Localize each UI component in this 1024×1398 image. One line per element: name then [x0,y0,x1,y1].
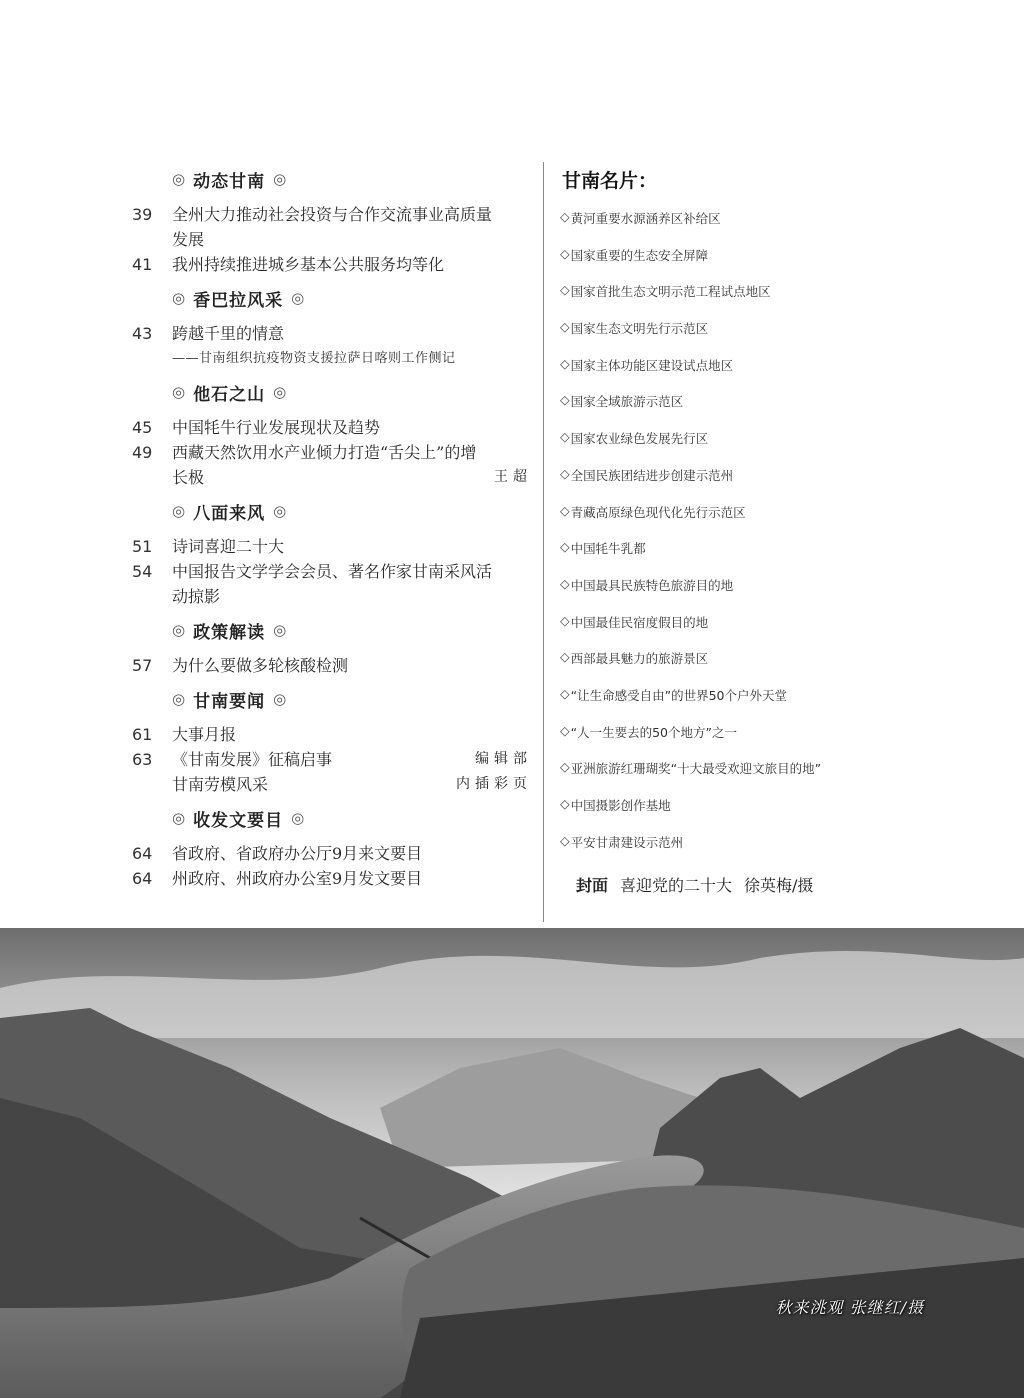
entry-title: 发展 [172,230,205,249]
toc-entry[interactable] [132,653,532,678]
circle-mark-icon: ◎ [172,383,186,401]
section-heading [172,803,532,833]
section-heading [172,283,532,313]
entry-line [172,866,532,891]
entry-line [172,653,532,678]
circle-mark-icon: ◎ [172,502,186,520]
name-card-item [560,246,1000,283]
entry-title: 诗词喜迎二十大 [172,537,285,556]
entry-line [172,534,532,559]
page-number [132,772,172,797]
page-number: 64 [132,844,153,863]
name-card-item-text: 国家农业绿色发展先行区 [570,431,709,447]
name-card-item-text: 国家重要的生态安全屏障 [570,247,709,263]
diamond-icon: ◇ [560,685,570,701]
entry-line [172,559,532,584]
section-title: 八面来风 [193,503,266,524]
toc-entry[interactable] [132,722,532,747]
entry-body [172,722,532,747]
entry-line [172,440,532,465]
circle-mark-icon: ◎ [273,383,287,401]
entry-line [172,321,532,346]
entry-author: 内插彩页 [456,776,532,792]
page-number: 54 [132,562,153,581]
entry-line [172,252,532,277]
diamond-icon: ◇ [560,759,570,775]
page-number: 61 [132,725,153,744]
entry-body [172,841,532,866]
entry-line [172,465,532,490]
name-card-item [560,613,1000,650]
diamond-icon: ◇ [560,355,570,371]
toc-entry[interactable] [132,321,532,371]
page-number: 41 [132,255,153,274]
entry-body [172,866,532,891]
page-number: 64 [132,869,153,888]
toc-entry[interactable] [132,747,532,772]
entry-body [172,440,532,490]
toc-entry[interactable] [132,415,532,440]
name-card-item-text: 国家主体功能区建设试点地区 [570,357,734,373]
entry-line [172,584,532,609]
entry-title: 长极 [172,468,205,487]
circle-mark-icon: ◎ [291,809,305,827]
diamond-icon: ◇ [560,649,570,665]
entry-subtitle: ——甘南组织抗疫物资支援拉萨日喀则工作侧记 [172,351,456,366]
section-heading [172,164,532,194]
diamond-icon: ◇ [560,392,570,408]
circle-mark-icon: ◎ [273,621,287,639]
name-card-item-text: 中国最佳民宿度假目的地 [570,614,709,630]
name-card-list [560,209,1000,869]
name-card-item [560,356,1000,393]
name-card-item [560,319,1000,356]
circle-mark-icon: ◎ [273,502,287,520]
entry-body [172,252,532,277]
entry-body [172,534,532,559]
section-title: 他石之山 [193,384,266,405]
entry-line [172,227,532,252]
name-card-item [560,539,1000,576]
circle-mark-icon: ◎ [273,690,287,708]
name-card-item-text: 国家首批生态文明示范工程试点地区 [570,284,771,300]
toc-entry[interactable] [132,841,532,866]
page-number: 49 [132,443,153,462]
entry-title: 州政府、州政府办公室9月发文要目 [172,869,423,888]
entry-body [172,747,532,772]
cover-title: 喜迎党的二十大 [620,876,733,896]
diamond-icon: ◇ [560,612,570,628]
section-title: 甘南要闻 [193,691,266,712]
landscape-photo [0,928,1024,1398]
entry-title: 为什么要做多轮核酸检测 [172,656,349,675]
circle-mark-icon: ◎ [172,170,186,188]
entry-line [172,841,532,866]
page-number: 51 [132,537,153,556]
diamond-icon: ◇ [560,245,570,261]
name-card-item-text: 国家生态文明先行示范区 [570,321,709,337]
name-card-item-text: “人一生要去的50个地方”之一 [570,724,737,740]
entry-body [172,415,532,440]
name-card-item-text: 全国民族团结进步创建示范州 [570,467,734,483]
table-of-contents [132,158,532,891]
section-title: 动态甘南 [193,171,266,192]
circle-mark-icon: ◎ [172,621,186,639]
name-card-item [560,759,1000,796]
diamond-icon: ◇ [560,575,570,591]
entry-author: 编辑部 [475,751,532,767]
entry-title: 中国报告文学学会会员、著名作家甘南采风活 [172,562,493,581]
diamond-icon: ◇ [560,722,570,738]
toc-entry[interactable] [132,559,532,609]
name-card-item [560,392,1000,429]
toc-entry[interactable] [132,252,532,277]
name-card-item-text: 中国牦牛乳都 [570,541,646,557]
page-number: 57 [132,656,153,675]
entry-line [172,747,532,772]
section-heading [172,496,532,526]
entry-body [172,772,532,797]
name-card-item [560,649,1000,686]
name-card-item [560,686,1000,723]
section-title: 香巴拉风采 [193,290,284,311]
page-number: 43 [132,324,153,343]
diamond-icon: ◇ [560,209,570,224]
entry-title: 甘南劳模风采 [172,775,269,794]
name-card-item-text: 国家全域旅游示范区 [570,394,684,410]
entry-body [172,321,532,371]
name-card-item-text: 亚洲旅游红珊瑚奖“十大最受欢迎文旅目的地” [570,761,822,777]
photo-caption: 秋来洮观 张继红/摄 [775,1298,924,1317]
entry-title: 中国牦牛行业发展现状及趋势 [172,418,381,437]
entry-title: 动掠影 [172,587,221,606]
entry-title: 全州大力推动社会投资与合作交流事业高质量 [172,205,493,224]
name-card-item [560,796,1000,833]
toc-entry[interactable] [132,534,532,559]
column-divider [543,162,544,922]
circle-mark-icon: ◎ [172,289,186,307]
circle-mark-icon: ◎ [273,170,287,188]
diamond-icon: ◇ [560,832,570,848]
cover-caption [576,873,1000,896]
diamond-icon: ◇ [560,319,570,335]
page-number: 45 [132,418,153,437]
entry-body [172,559,532,609]
entry-author: 王超 [494,469,532,485]
diamond-icon: ◇ [560,539,570,555]
section-title: 政策解读 [193,622,266,643]
entry-title: 《甘南发展》征稿启事 [172,750,333,769]
diamond-icon: ◇ [560,429,570,445]
name-card-item-text: 中国最具民族特色旅游目的地 [570,577,734,593]
entry-line [172,722,532,747]
toc-entry[interactable] [132,866,532,891]
name-card-item [560,723,1000,760]
name-card-item [560,429,1000,466]
cover-credit: 徐英梅/摄 [744,876,814,896]
diamond-icon: ◇ [560,282,570,298]
page-number: 39 [132,205,153,224]
entry-title: 西藏天然饮用水产业倾力打造“舌尖上”的增 [172,443,477,462]
section-title: 收发文要目 [193,810,284,831]
entry-line [172,202,532,227]
cover-label: 封面 [576,876,609,896]
section-heading [172,684,532,714]
name-card-item-text: 青藏高原绿色现代化先行示范区 [570,504,746,520]
name-card-item [560,466,1000,503]
name-card-item [560,833,1000,870]
name-card-item-text: 中国摄影创作基地 [570,798,671,813]
entry-line [172,415,532,440]
page-number: 63 [132,750,153,769]
entry-title: 省政府、省政府办公厅9月来文要目 [172,844,423,863]
name-card-item [560,209,1000,246]
section-heading [172,615,532,645]
name-card-item-text: 平安甘肃建设示范州 [570,834,684,850]
diamond-icon: ◇ [560,465,570,481]
toc-entry[interactable] [132,772,532,797]
gannan-name-card [560,162,1000,896]
name-card-item [560,576,1000,613]
toc-entry[interactable] [132,202,532,252]
diamond-icon: ◇ [560,796,570,811]
name-card-item-text: 西部最具魅力的旅游景区 [570,651,709,667]
circle-mark-icon: ◎ [291,289,305,307]
section-heading [172,377,532,407]
name-card-title: 甘南名片： [562,170,658,192]
entry-line [172,772,532,797]
diamond-icon: ◇ [560,502,570,518]
circle-mark-icon: ◎ [172,809,186,827]
name-card-item [560,282,1000,319]
name-card-item-text: 黄河重要水源涵养区补给区 [570,211,721,226]
name-card-item-text: “让生命感受自由”的世界50个户外天堂 [570,687,787,703]
toc-entry[interactable] [132,440,532,490]
entry-body [172,202,532,252]
name-card-item [560,503,1000,540]
circle-mark-icon: ◎ [172,690,186,708]
entry-title: 大事月报 [172,725,237,744]
entry-body [172,653,532,678]
entry-title: 跨越千里的情意 [172,324,285,343]
entry-title: 我州持续推进城乡基本公共服务均等化 [172,255,445,274]
